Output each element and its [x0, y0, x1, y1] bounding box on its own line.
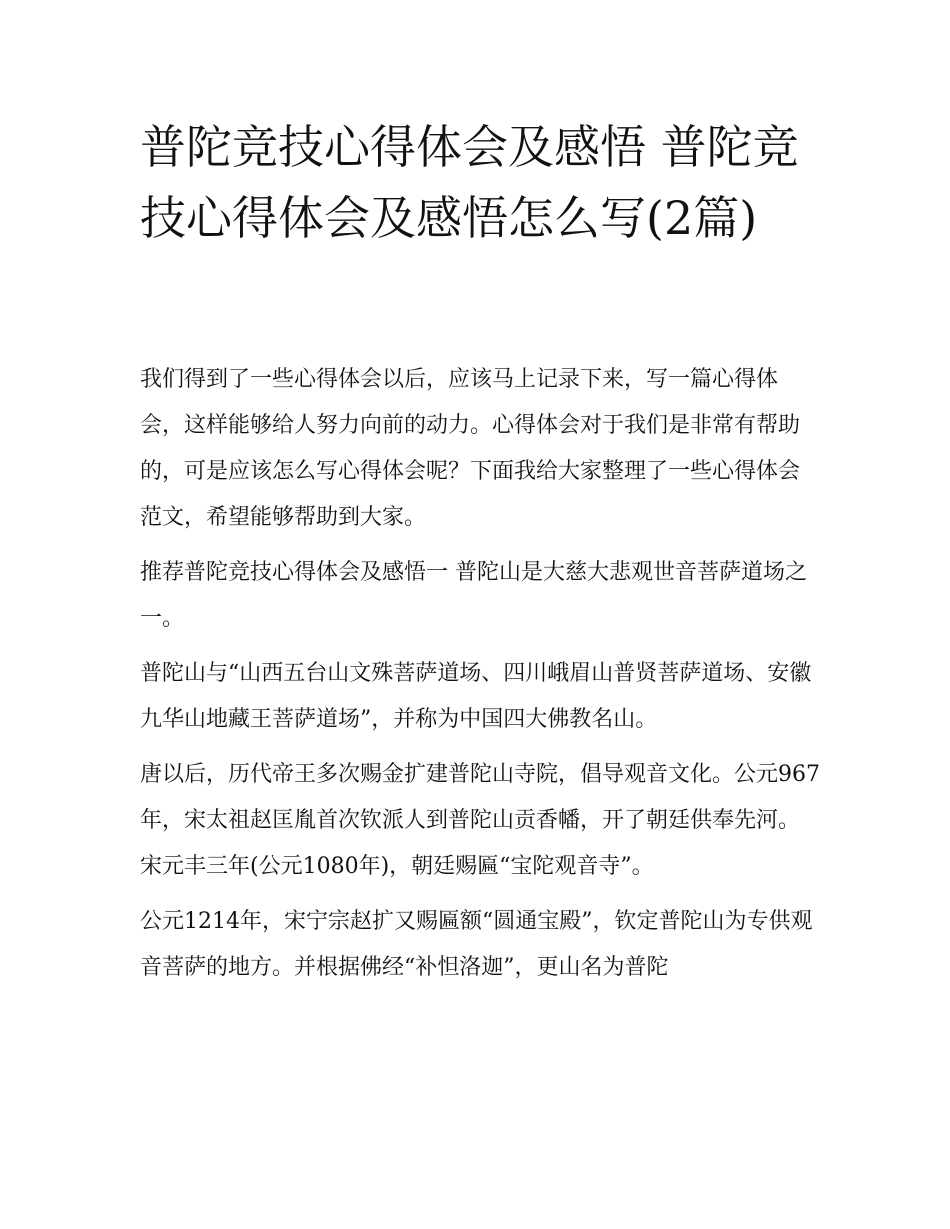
paragraph-intro: 我们得到了一些心得体会以后，应该马上记录下来，写一篇心得体会，这样能够给人努力向前的动力。心得体会对于我们是非常有帮助的，可是应该怎么写心得体会呢？下面我给大家整理了一些心得体会范文，希望能够帮助到大家。 [140, 367, 801, 530]
document-title: 普陀竞技心得体会及感悟 普陀竞技心得体会及感悟怎么写(2篇) [140, 120, 799, 245]
paragraph-tang-song-history: 唐以后，历代帝王多次赐金扩建普陀山寺院，倡导观音文化。公元967年，宋太祖赵匡胤首次钦派人到普陀山贡香幡，开了朝廷供奉先河。宋元丰三年(公元1080年)，朝廷赐匾“宝陀观音寺”。 [140, 762, 820, 879]
paragraph-1214: 公元1214年，宋宁宗赵扩又赐匾额“圆通宝殿”，钦定普陀山为专供观音菩萨的地方。并根据佛经“补怛洛迦”，更山名为普陀 [140, 909, 813, 980]
paragraph-four-mountains: 普陀山与“山西五台山文殊菩萨道场、四川峨眉山普贤菩萨道场、安徽九华山地藏王菩萨道场”，并称为中国四大佛教名山。 [140, 661, 812, 732]
paragraph-recommend: 推荐普陀竞技心得体会及感悟一 普陀山是大慈大悲观世音菩萨道场之一。 [140, 560, 807, 631]
document-body [140, 357, 820, 1000]
